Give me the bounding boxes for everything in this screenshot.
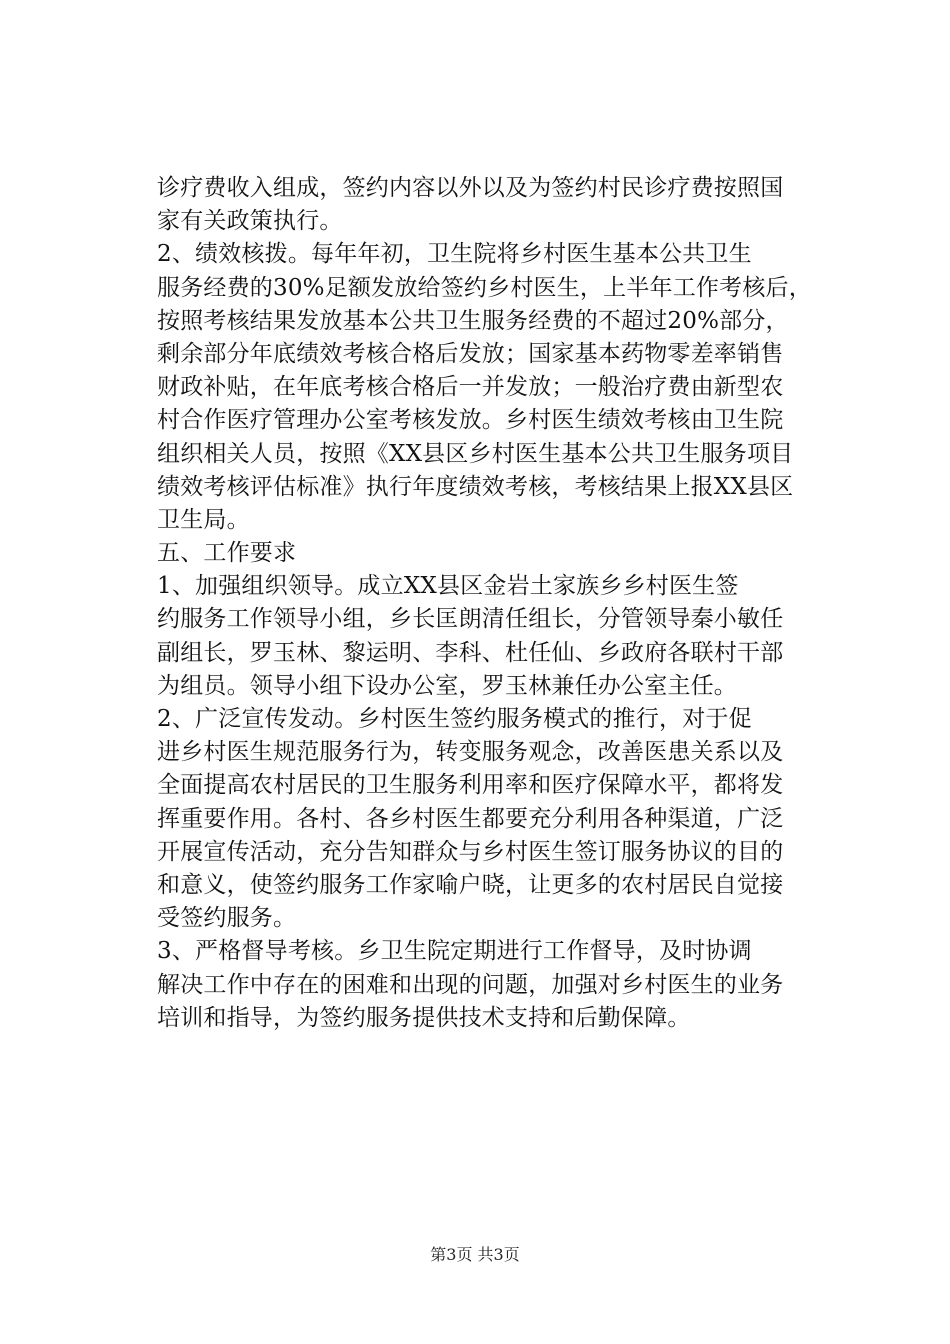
text-line: 家有关政策执行。 [157,208,343,235]
text-line: 卫生局。 [157,506,250,533]
text-line: 2、绩效核拨。每年年初，卫生院将乡村医生基本公共卫生 [157,241,752,268]
text-line: 受签约服务。 [157,905,297,932]
text-line: 村合作医疗管理办公室考核发放。乡村医生绩效考核由卫生院 [157,407,784,434]
text-line: 3、严格督导考核。乡卫生院定期进行工作督导，及时协调 [157,938,752,965]
section-heading: 五、工作要求 [157,540,297,567]
text-line: 绩效考核评估标准》执行年度绩效考核，考核结果上报XX县区 [157,473,794,500]
document-body [157,172,837,1035]
page-number-footer: 第3页 共3页 [430,1245,520,1264]
text-line: 组织相关人员，按照《XX县区乡村医生基本公共卫生服务项目 [157,440,794,467]
text-line: 副组长，罗玉林、黎运明、李科、杜任仙、乡政府各联村干部 [157,639,784,666]
text-line: 2、广泛宣传发动。乡村医生签约服务模式的推行，对于促 [157,706,752,732]
text-line: 全面提高农村居民的卫生服务利用率和医疗保障水平，都将发 [157,772,784,799]
text-line: 和意义，使签约服务工作家喻户晓，让更多的农村居民自觉接 [157,871,784,898]
text-line: 培训和指导，为签约服务提供技术支持和后勤保障。 [157,1004,691,1031]
text-line: 开展宣传活动，充分告知群众与乡村医生签订服务协议的目的 [157,838,784,865]
text-line: 诊疗费收入组成，签约内容以外以及为签约村民诊疗费按照国 [157,175,784,201]
text-line: 1、加强组织领导。成立XX县区金岩土家族乡乡村医生签 [157,573,739,600]
text-line: 剩余部分年底绩效考核合格后发放；国家基本药物零差率销售 [157,340,784,367]
text-line: 挥重要作用。各村、各乡村医生都要充分利用各种渠道，广泛 [157,805,784,832]
text-line: 为组员。领导小组下设办公室，罗玉林兼任办公室主任。 [157,672,737,699]
text-line: 约服务工作领导小组，乡长匡朗清任组长，分管领导秦小敏任 [157,606,784,633]
text-line: 按照考核结果发放基本公共卫生服务经费的不超过20%部分， [157,307,789,334]
text-line: 财政补贴，在年底考核合格后一并发放；一般治疗费由新型农 [157,374,784,401]
text-line: 服务经费的30%足额发放给签约乡村医生，上半年工作考核后， [157,274,812,301]
text-line: 解决工作中存在的困难和出现的问题，加强对乡村医生的业务 [157,971,784,998]
text-line: 进乡村医生规范服务行为，转变服务观念，改善医患关系以及 [157,739,784,766]
